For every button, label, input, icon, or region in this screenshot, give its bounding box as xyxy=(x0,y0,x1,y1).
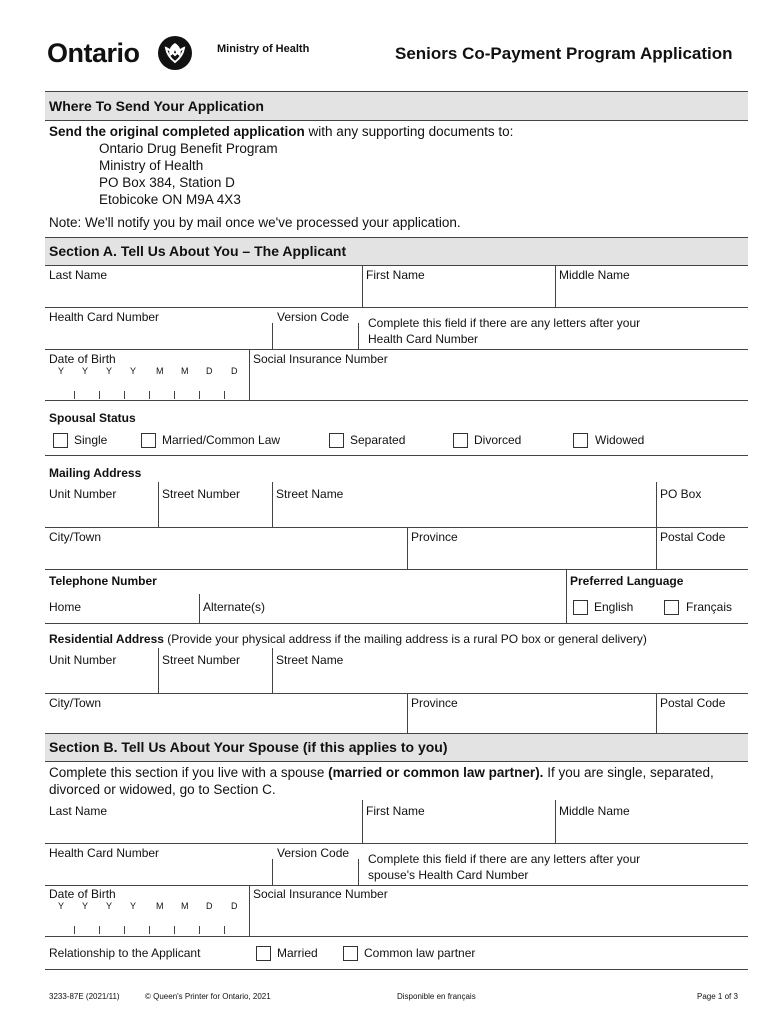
mailing-unit-field[interactable] xyxy=(45,501,157,526)
spouse-health-card-label: Health Card Number xyxy=(49,846,160,860)
last-name-field[interactable] xyxy=(45,282,361,306)
mailing-province-field[interactable] xyxy=(408,544,655,568)
spouse-first-name-field[interactable] xyxy=(363,818,554,842)
street-name-label: Street Name xyxy=(276,653,344,667)
send-heading: Where To Send Your Application xyxy=(45,91,748,121)
ontario-logo: Ontario xyxy=(47,38,140,68)
province-label: Province xyxy=(411,696,458,710)
postal-code-label: Postal Code xyxy=(660,696,726,710)
province-label: Province xyxy=(411,530,458,544)
city-label: City/Town xyxy=(49,696,102,710)
form-number: 3233-87E (2021/11) xyxy=(49,992,120,1001)
version-code-label: Version Code xyxy=(277,310,350,324)
home-phone-field[interactable] xyxy=(90,594,198,620)
married-common-law-checkbox[interactable] xyxy=(141,433,156,448)
postal-code-label: Postal Code xyxy=(660,530,726,544)
send-intro: Send the original completed application with any supporting documents to: xyxy=(49,124,514,139)
relationship-label: Relationship to the Applicant xyxy=(49,946,201,960)
mailing-address-label: Mailing Address xyxy=(49,466,142,480)
married-common-law-label: Married/Common Law xyxy=(162,433,281,447)
po-box-label: PO Box xyxy=(660,487,702,501)
spouse-middle-name-label: Middle Name xyxy=(559,804,630,818)
residential-street-number-field[interactable] xyxy=(159,667,271,692)
address-line: Etobicoke ON M9A 4X3 xyxy=(99,192,241,207)
spouse-last-name-field[interactable] xyxy=(45,818,361,842)
sin-label: Social Insurance Number xyxy=(253,352,388,366)
spousal-status-label: Spousal Status xyxy=(49,411,136,425)
separated-checkbox[interactable] xyxy=(329,433,344,448)
health-card-label: Health Card Number xyxy=(49,310,160,324)
widowed-checkbox[interactable] xyxy=(573,433,588,448)
address-line: Ministry of Health xyxy=(99,158,204,173)
home-phone-label: Home xyxy=(49,600,82,614)
residential-unit-field[interactable] xyxy=(45,667,157,692)
english-checkbox[interactable] xyxy=(573,600,588,615)
sin-field[interactable] xyxy=(250,366,748,400)
common-law-checkbox[interactable] xyxy=(343,946,358,961)
residential-postal-code-field[interactable] xyxy=(657,710,748,732)
spouse-middle-name-field[interactable] xyxy=(556,818,748,842)
address-line: PO Box 384, Station D xyxy=(99,175,235,190)
version-code-field[interactable] xyxy=(273,324,358,348)
single-label: Single xyxy=(74,433,108,447)
address-line: Ontario Drug Benefit Program xyxy=(99,141,278,156)
residential-street-name-field[interactable] xyxy=(273,667,748,692)
residential-city-field[interactable] xyxy=(45,710,406,732)
street-name-label: Street Name xyxy=(276,487,344,501)
spouse-dob-label: Date of Birth xyxy=(49,887,116,901)
dob-field[interactable] xyxy=(45,378,249,400)
spouse-version-code-help: Complete this field if there are any letters after your spouse's Health Card Number xyxy=(368,852,641,882)
city-label: City/Town xyxy=(49,530,102,544)
section-a-heading: Section A. Tell Us About You – The Applicant xyxy=(45,237,748,266)
first-name-field[interactable] xyxy=(363,282,554,306)
residential-province-field[interactable] xyxy=(408,710,655,732)
street-number-label: Street Number xyxy=(162,487,241,501)
spouse-health-card-field[interactable] xyxy=(45,860,271,884)
trillium-icon xyxy=(157,35,193,71)
spouse-version-code-field[interactable] xyxy=(273,860,358,884)
mailing-postal-code-field[interactable] xyxy=(657,544,748,568)
alternate-phone-field[interactable] xyxy=(270,594,564,620)
common-law-label: Common law partner xyxy=(364,946,476,960)
mailing-po-box-field[interactable] xyxy=(657,501,748,526)
health-card-field[interactable] xyxy=(45,324,271,348)
single-checkbox[interactable] xyxy=(53,433,68,448)
unit-number-label: Unit Number xyxy=(49,487,117,501)
preferred-language-label: Preferred Language xyxy=(570,574,684,588)
ministry-name: Ministry of Health xyxy=(217,43,310,55)
mailing-city-field[interactable] xyxy=(45,544,406,568)
street-number-label: Street Number xyxy=(162,653,241,667)
page-number: Page 1 of 3 xyxy=(697,992,738,1001)
telephone-label: Telephone Number xyxy=(49,574,157,588)
spouse-sin-field[interactable] xyxy=(250,901,748,935)
dob-label: Date of Birth xyxy=(49,352,116,366)
english-label: English xyxy=(594,600,634,614)
widowed-label: Widowed xyxy=(595,433,645,447)
section-b-intro: Complete this section if you live with a spouse (married or common law partner). If you are single, separated, xyxy=(49,765,714,780)
form-title: Seniors Co-Payment Program Application xyxy=(395,44,733,63)
spouse-first-name-label: First Name xyxy=(366,804,425,818)
copyright: © Queen's Printer for Ontario, 2021 xyxy=(145,992,271,1001)
french-label: Français xyxy=(686,600,733,614)
divorced-label: Divorced xyxy=(474,433,522,447)
section-b-intro-line2: divorced or widowed, go to Section C. xyxy=(49,782,276,797)
middle-name-field[interactable] xyxy=(556,282,748,306)
separated-label: Separated xyxy=(350,433,406,447)
married-label: Married xyxy=(277,946,318,960)
french-checkbox[interactable] xyxy=(664,600,679,615)
french-availability: Disponible en français xyxy=(397,992,476,1001)
alternate-phone-label: Alternate(s) xyxy=(203,600,266,614)
middle-name-label: Middle Name xyxy=(559,268,630,282)
mailing-street-name-field[interactable] xyxy=(273,501,655,526)
unit-number-label: Unit Number xyxy=(49,653,117,667)
residential-address-label: Residential Address (Provide your physical address if the mailing address is a rural PO box or general delivery) xyxy=(49,632,647,646)
section-b-heading: Section B. Tell Us About Your Spouse (if this applies to you) xyxy=(45,733,748,762)
married-checkbox[interactable] xyxy=(256,946,271,961)
spouse-sin-label: Social Insurance Number xyxy=(253,887,388,901)
version-code-help: Complete this field if there are any letters after your Health Card Number xyxy=(368,316,641,346)
mailing-street-number-field[interactable] xyxy=(159,501,271,526)
spouse-last-name-label: Last Name xyxy=(49,804,108,818)
spouse-dob-field[interactable] xyxy=(45,913,249,935)
first-name-label: First Name xyxy=(366,268,425,282)
spouse-version-code-label: Version Code xyxy=(277,846,350,860)
divorced-checkbox[interactable] xyxy=(453,433,468,448)
last-name-label: Last Name xyxy=(49,268,108,282)
processing-note: Note: We'll notify you by mail once we've processed your application. xyxy=(49,215,461,230)
